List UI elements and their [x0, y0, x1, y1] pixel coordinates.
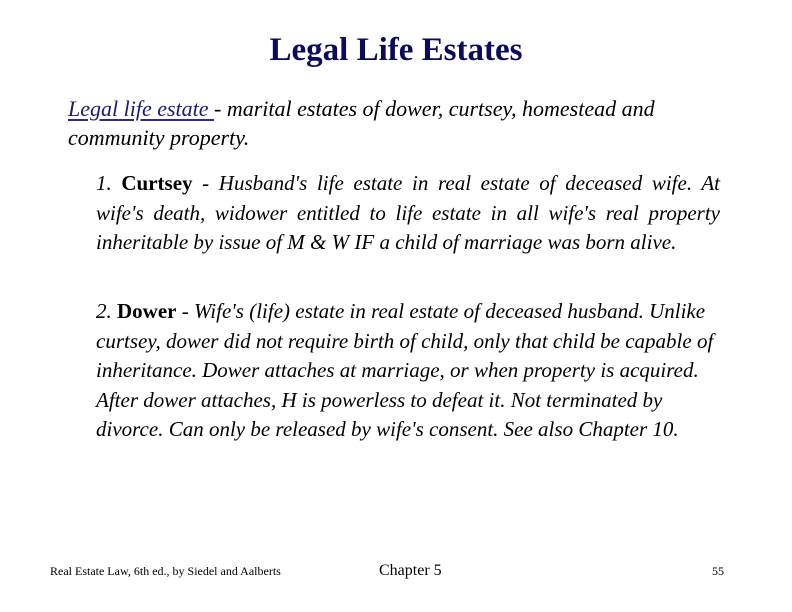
list-item-dower: [96, 297, 720, 445]
intro-definition-text-cont: community property.: [68, 125, 250, 150]
item-text-dower: - Wife's (life) estate in real estate of deceased husband. Unlike curtsey, dower did not require birth of child, only that child be capable of inheritance. Dower attaches at marriage, or when property is acquired. After dower attaches, H is powerless to defeat it. Not terminated by divorce. Can only be released by wife's consent. See also Chapter 10.: [96, 299, 714, 441]
item-term-dower: Dower: [117, 299, 177, 323]
legal-life-estate-link[interactable]: Legal life estate: [68, 96, 215, 121]
slide-title: Legal Life Estates: [269, 32, 523, 68]
intro-definition: [68, 94, 728, 152]
footer-chapter: Chapter 5: [379, 562, 442, 579]
footer-page-number: 55: [712, 564, 724, 578]
list-item-curtsey: [96, 169, 720, 258]
intro-definition-text: - marital estates of dower, curtsey, homestead and: [214, 96, 655, 121]
footer-source: Real Estate Law, 6th ed., by Siedel and Aalberts: [50, 564, 281, 578]
item-number: 2.: [96, 299, 117, 323]
item-number: 1.: [96, 171, 122, 195]
item-term-curtsey: Curtsey: [121, 171, 193, 195]
item-text-curtsey: - Husband's life estate in real estate of deceased wife. At wife's death, widower entitled to life estate in all wife's real property inheritable by issue of M & W IF a child of marriage was born alive.: [96, 171, 720, 254]
